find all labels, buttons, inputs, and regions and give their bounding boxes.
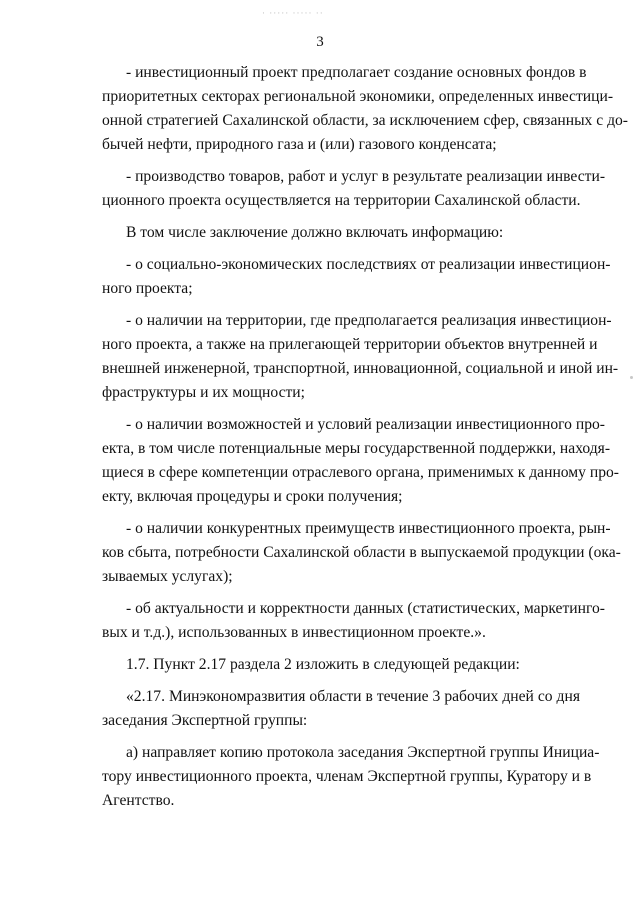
text-line: Агентство. [102,792,175,809]
text-line: внешней инженерной, транспортной, инновационной, социальной и иной ин- [102,360,619,377]
text-line: бычей нефти, природного газа и (или) газового конденсата; [102,136,497,153]
text-line: - о наличии на территории, где предполагается реализация инвестицион- [126,312,612,329]
text-line: тору инвестиционного проекта, членам Экспертной группы, Куратору и в [102,768,592,785]
text-line: приоритетных секторах региональной экономики, определенных инвестици- [102,88,614,105]
text-line: ков сбыта, потребности Сахалинской области в выпускаемой продукции (ока- [102,544,621,561]
text-line: - инвестиционный проект предполагает создание основных фондов в [126,64,587,81]
text-line: В том числе заключение должно включать информацию: [126,224,504,241]
text-line: ционного проекта осуществляется на территории Сахалинской области. [102,192,581,209]
text-line: щиеся в сфере компетенции отраслевого органа, применимых к данному про- [102,464,619,481]
text-line: онной стратегией Сахалинской области, за исключением сфер, связанных с до- [102,112,628,129]
text-line: «2.17. Минэкономразвития области в течение 3 рабочих дней со дня [126,688,580,705]
text-line: а) направляет копию протокола заседания Экспертной группы Инициа- [126,744,600,761]
text-line: ного проекта; [102,280,193,297]
text-line: зываемых услугах); [102,568,233,585]
text-line: - производство товаров, работ и услуг в результате реализации инвести- [126,168,606,185]
text-line: екта, в том числе потенциальные меры государственной поддержки, находя- [102,440,611,457]
header-smudge: · ····· ····· ·· [262,8,324,18]
text-line: фраструктуры и их мощности; [102,384,305,401]
text-line: ного проекта, а также на прилегающей территории объектов внутренней и [102,336,598,353]
text-line: - о наличии конкурентных преимуществ инвестиционного проекта, рын- [126,520,611,537]
text-line: заседания Экспертной группы: [102,712,308,729]
text-line: - о социально-экономических последствиях от реализации инвестицион- [126,256,611,273]
text-line: 1.7. Пункт 2.17 раздела 2 изложить в следующей редакции: [126,656,520,673]
text-line: екту, включая процедуры и сроки получения; [102,488,403,505]
text-line: вых и т.д.), использованных в инвестиционном проекте.». [102,624,486,641]
text-line: - об актуальности и корректности данных (статистических, маркетинго- [126,600,605,617]
text-line: - о наличии возможностей и условий реализации инвестиционного про- [126,416,605,433]
page-number: 3 [316,34,324,50]
scan-speck [630,376,633,379]
